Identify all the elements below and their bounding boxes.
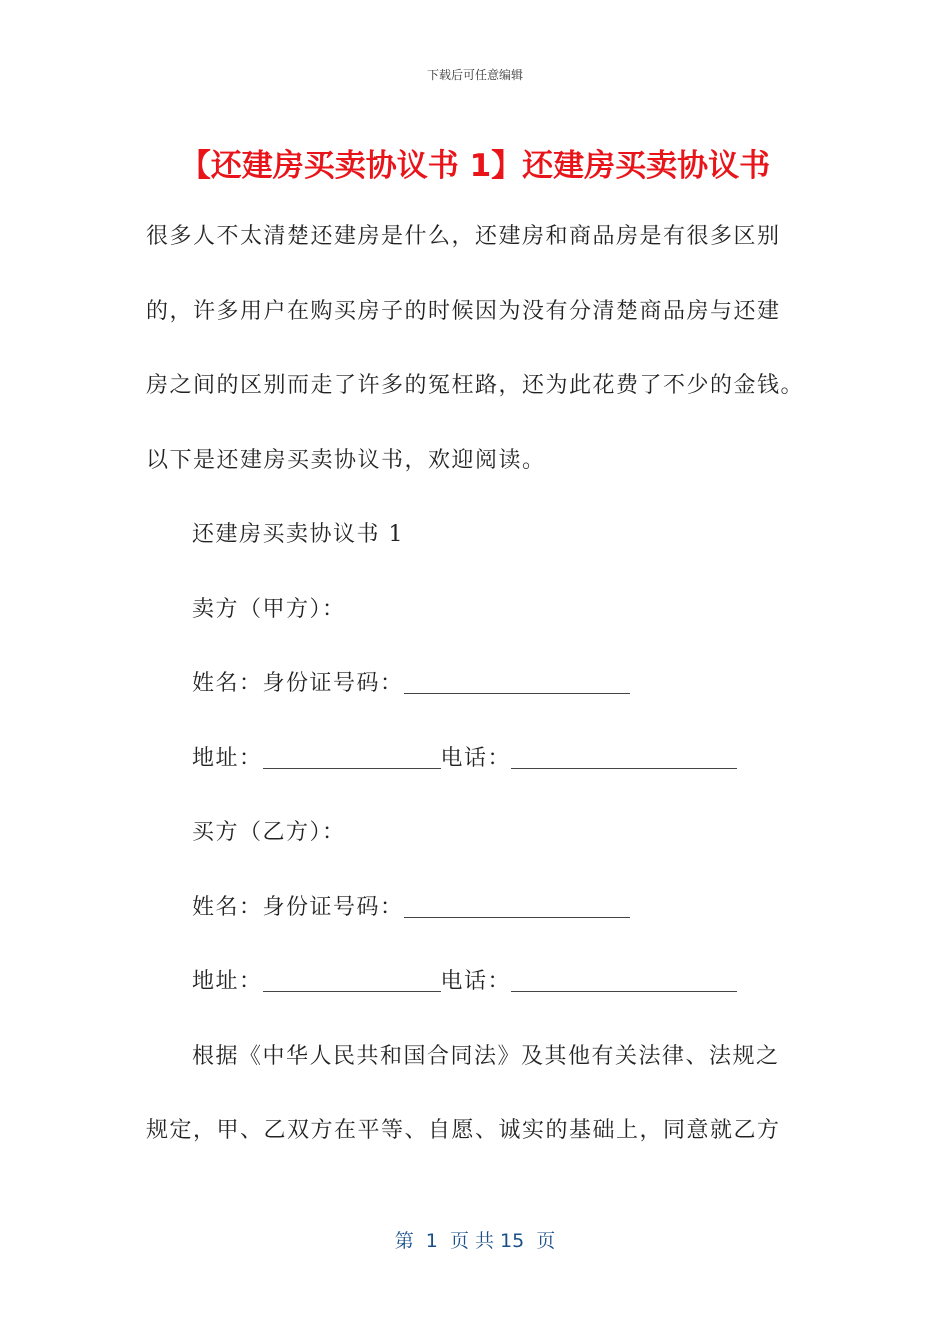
seller-address-blank	[263, 750, 441, 769]
buyer-phone-label: 电话：	[440, 969, 512, 994]
page-header-note: 下载后可任意编辑	[426, 68, 523, 82]
clause-line-2: 规定，甲、乙双方在平等、自愿、诚实的基础上，同意就乙方	[146, 1118, 781, 1143]
intro-line-1: 很多人不太清楚还建房是什么，还建房和商品房是有很多区别	[146, 224, 781, 249]
seller-address-label: 地址：	[192, 745, 263, 771]
seller-phone-blank	[511, 750, 737, 769]
document-title: 【还建房买卖协议书 1】还建房买卖协议书	[179, 148, 771, 184]
seller-address-row	[146, 722, 806, 797]
buyer-address-label: 地址：	[192, 969, 263, 994]
document-body	[146, 200, 806, 1169]
section-heading: 还建房买卖协议书 1	[192, 522, 404, 547]
buyer-name-label: 姓名：身份证号码：	[192, 894, 404, 920]
seller-name-label: 姓名：身份证号码：	[192, 671, 404, 696]
seller-phone-label: 电话：	[440, 745, 512, 771]
buyer-label: 买方（乙方）：	[192, 820, 346, 845]
seller-label: 卖方（甲方）：	[192, 596, 346, 622]
buyer-address-blank	[263, 973, 441, 992]
intro-line-2: 的，许多用户在购买房子的时候因为没有分清楚商品房与还建	[146, 298, 781, 324]
buyer-address-row	[146, 945, 806, 1020]
buyer-id-blank	[404, 899, 630, 918]
intro-line-3: 房之间的区别而走了许多的冤枉路，还为此花费了不少的金钱。	[146, 373, 805, 398]
intro-line-4: 以下是还建房买卖协议书，欢迎阅读。	[146, 447, 546, 473]
buyer-phone-blank	[511, 973, 737, 992]
seller-name-row	[146, 647, 806, 722]
page-number-footer: 第 1 页 共 15 页	[394, 1230, 556, 1252]
seller-id-blank	[404, 675, 630, 694]
buyer-name-row	[146, 871, 806, 946]
clause-line-1: 根据《中华人民共和国合同法》及其他有关法律、法规之	[192, 1043, 780, 1069]
